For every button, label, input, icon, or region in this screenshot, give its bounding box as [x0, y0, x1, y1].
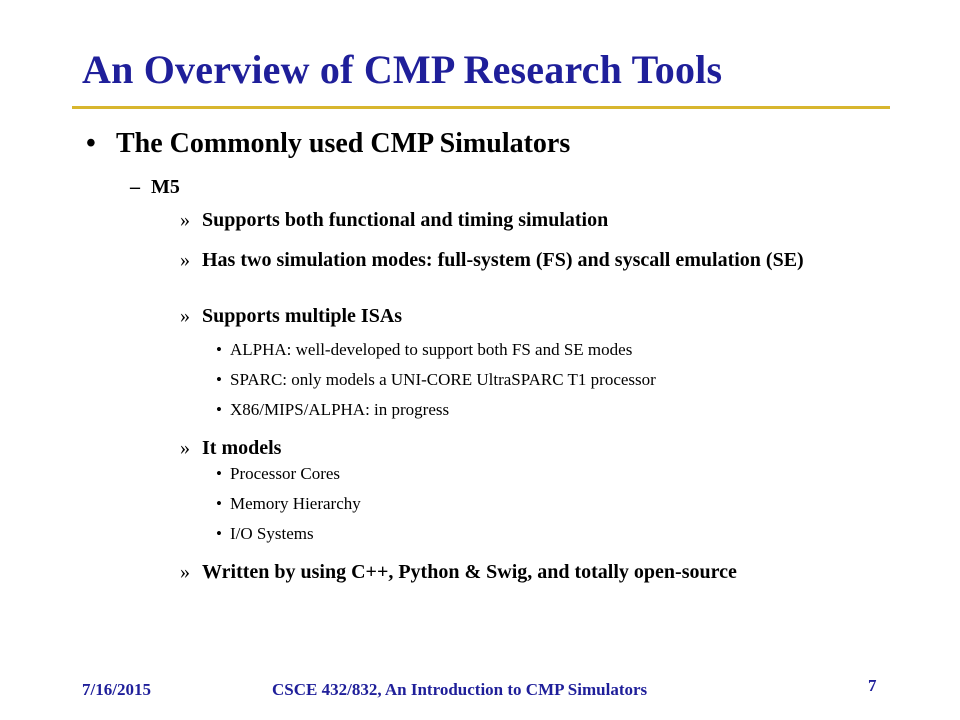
sub-point-text: I/O Systems: [230, 524, 314, 543]
guillemet-marker-icon: »: [180, 209, 190, 231]
bullet-dot-icon: •: [216, 494, 222, 513]
dash-marker-icon: –: [130, 176, 140, 198]
sub-point-text: Memory Hierarchy: [230, 494, 361, 513]
page-number: 7: [868, 676, 877, 695]
slide-title: An Overview of CMP Research Tools: [82, 47, 723, 92]
bullet-dot-icon: •: [86, 128, 96, 159]
footer-date: 7/16/2015: [82, 680, 151, 699]
guillemet-marker-icon: »: [180, 437, 190, 459]
sub-point-text: SPARC: only models a UNI-CORE UltraSPARC T1 processor: [230, 370, 656, 389]
footer-course: CSCE 432/832, An Introduction to CMP Simulators: [272, 680, 648, 699]
point-text: Has two simulation modes: full-system (FS) and syscall emulation (SE): [202, 249, 804, 271]
bullet-dot-icon: •: [216, 340, 222, 359]
point-text: It models: [202, 437, 282, 459]
sub-point-text: Processor Cores: [230, 464, 341, 483]
point-text: Supports both functional and timing simulation: [202, 209, 609, 231]
sub-bullet-text: M5: [151, 176, 180, 198]
bullet-text: The Commonly used CMP Simulators: [116, 128, 571, 159]
bullet-dot-icon: •: [216, 370, 222, 389]
guillemet-marker-icon: »: [180, 249, 190, 271]
guillemet-marker-icon: »: [180, 561, 190, 583]
bullet-dot-icon: •: [216, 400, 222, 419]
point-text: Supports multiple ISAs: [202, 305, 403, 327]
bullet-dot-icon: •: [216, 464, 222, 483]
sub-point-text: X86/MIPS/ALPHA: in progress: [230, 400, 450, 419]
point-text: Written by using C++, Python & Swig, and totally open-source: [202, 561, 737, 583]
bullet-dot-icon: •: [216, 524, 222, 543]
title-divider: [72, 106, 890, 109]
bullet-level-2: [130, 176, 180, 199]
guillemet-marker-icon: »: [180, 305, 190, 327]
sub-point-text: ALPHA: well-developed to support both FS and SE modes: [230, 340, 633, 359]
